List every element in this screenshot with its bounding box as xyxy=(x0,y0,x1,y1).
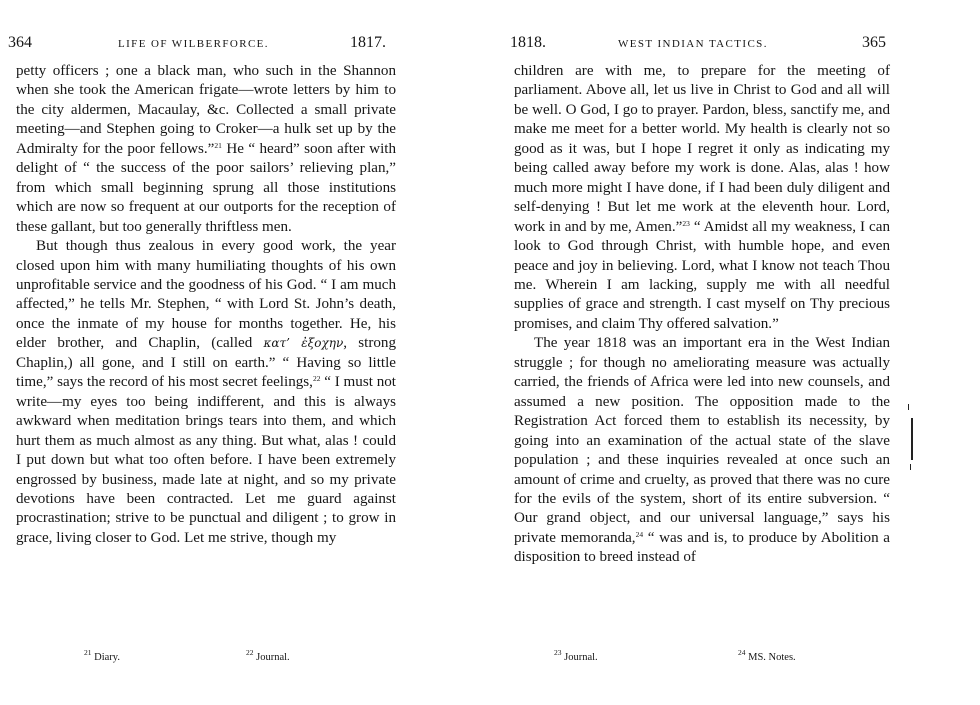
footnote-mark: 22 xyxy=(246,648,254,657)
footnote-mark: 21 xyxy=(84,648,92,657)
text-run: He “ heard” soon after with delight of “ the success of the poor sailors’ relieving plan,” from which small beginning sprung all those institutions which are now so frequent at our outports for the reception of these gallant, but too generally thriftless men. xyxy=(16,140,396,235)
scan-mark xyxy=(908,404,909,410)
paragraph xyxy=(16,62,396,237)
footnote-22 xyxy=(246,648,290,663)
left-running-title: LIFE OF WILBERFORCE. xyxy=(118,38,269,50)
right-page-text xyxy=(514,62,890,568)
footnote-24 xyxy=(738,648,796,663)
footnote-text: Diary. xyxy=(94,652,120,663)
footnote-mark: 24 xyxy=(738,648,746,657)
text-run: “ Amidst all my weakness, I can look to God through Christ, with humble hope, and even peace and joy in believing. Lord, what I know not teach Thou me. Wherein I am lacking, supply me with all needful supplies of grace and strength. I cast myself on Thy precious promises, and claim Thy offered salvation.” xyxy=(514,218,891,332)
scan-mark xyxy=(911,418,913,460)
paragraph xyxy=(514,62,890,334)
footnote-21 xyxy=(84,648,120,663)
footnote-mark: 23 xyxy=(554,648,562,657)
text-run: petty officers ; one a black man, who such in the Shannon when she took the American frigate—wrote letters by him to the city aldermen, Macaulay, &c. Collected a small private meeting—and Stephen going to Croker—a hulk set up by the Admiralty for the poor fellows.” xyxy=(16,63,396,157)
footnote-text: Journal. xyxy=(256,652,290,663)
right-running-head xyxy=(510,34,890,56)
scan-mark xyxy=(910,464,911,470)
text-run: But though thus zealous in every good work, the year closed upon him with many humiliating thoughts of his own unprofitable service and the goodness of his God. “ I am much affected,” he tells Mr. Stephen, “ with Lord St. John’s death, once the inmate of my house for months together. He, his elder brother, and Chaplin, (called xyxy=(16,238,396,352)
right-page xyxy=(498,0,980,705)
text-run: “ I must not write—my eyes too being indifferent, and this is always awkward when meditation brings tears into them, and which hurt them as much almost as any thing. But what, alas ! could I put down but what too often before. I have been extremely engrossed by business, made late at night, and so my private devotions have been contracted. Let me guard against procrastination; strive to be punctual and diligent ; to grow in grace, living closer to God. Let me strive, though my xyxy=(16,374,396,546)
right-header-year: 1818. xyxy=(510,34,546,51)
footnote-reference: 23 xyxy=(682,218,690,228)
footnote-reference: 21 xyxy=(214,140,222,150)
paragraph xyxy=(514,334,890,567)
footnote-reference: 22 xyxy=(312,374,321,384)
text-run: The year 1818 was an important era in the West Indian struggle ; for though no ameliorating measure was actually carried, the friends of Africa were led into new counsels, and assumed a new position. The opposition made to the Registration Act forced them to establish its necessity, by going into an examination of the actual state of the slave population ; and these inquiries revealed at once such an amount of crime and cruelty, as proved that there was no cure for the evils of the system, short of its entire subversion. “ Our grand object, and our universal language,” says his private memoranda, xyxy=(514,335,890,546)
left-header-year: 1817. xyxy=(350,34,386,51)
greek-phrase: κατ’ ἐξοχην xyxy=(263,336,344,351)
footnote-text: MS. Notes. xyxy=(748,652,796,663)
right-running-title: WEST INDIAN TACTICS. xyxy=(618,38,768,50)
text-run: , strong Chaplin,) all gone, and I still on earth.” “ Having so little time,” says the record of his most secret feelings, xyxy=(16,335,396,391)
footnote-23 xyxy=(554,648,598,663)
footnote-text: Journal. xyxy=(564,652,598,663)
text-run: children are with me, to prepare for the meeting of parliament. Above all, let us live in Christ to God and all will be well. O God, I go to prayer. Pardon, bless, sanctify me, and make me meet for a better world. My health is clearly not so good as it was, but I hope I regret it only as indicating my being called away before my work is done. Alas, alas ! how much more might I have done, if I had been duly diligent and self-denying ! But let me work at the eleventh hour. Lord, work in and by me, Amen.” xyxy=(514,63,890,235)
text-run: “ was and is, to produce by Abolition a disposition to breed instead of xyxy=(514,529,890,566)
left-page xyxy=(0,0,470,705)
left-page-number: 364 xyxy=(8,34,32,51)
right-page-number: 365 xyxy=(862,34,886,51)
left-page-text xyxy=(16,62,396,548)
paragraph xyxy=(16,237,396,548)
footnote-reference: 24 xyxy=(635,529,644,539)
left-running-head xyxy=(8,34,400,56)
